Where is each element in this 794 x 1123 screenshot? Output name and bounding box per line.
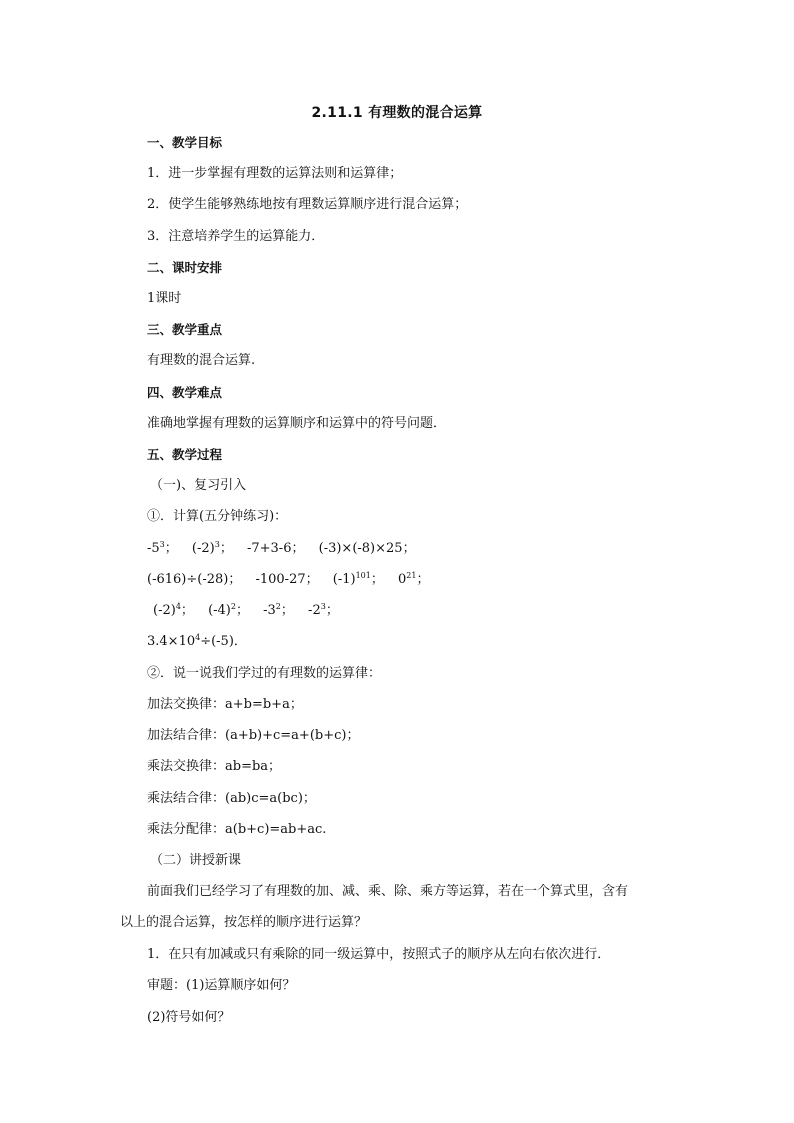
expr: (-616)÷(-28)； [147, 572, 242, 587]
law-item: 加法交换律：a+b=b+a； [147, 697, 303, 712]
expr: $(-2)^4$； [153, 602, 194, 618]
expr: $-3^2$； [263, 602, 294, 618]
expr-exponent: 4 [195, 633, 201, 642]
section-heading-process: 五、教学过程 [147, 447, 223, 462]
goal-item: 3．注意培养学生的运算能力． [147, 229, 325, 244]
expr-part: 3.4×10 [147, 634, 196, 649]
exercise-row [147, 571, 429, 589]
law-item: 乘法分配律：a(b+c)=ab+ac. [147, 822, 327, 837]
exercise-row [153, 602, 339, 620]
section-heading-goals: 一、教学目标 [147, 135, 223, 150]
expr: (-3)×(-8)×25； [318, 541, 416, 556]
exercise-row [147, 633, 247, 651]
rule-item: 1．在只有加减或只有乘除的同一级运算中，按照式子的顺序从左向右依次进行． [147, 947, 611, 962]
expr: -7+3-6； [246, 541, 305, 556]
class-hours: 1课时 [147, 291, 182, 306]
expr: $(-4)^2$； [208, 602, 249, 618]
new-lesson-paragraph: 前面我们已经学习了有理数的加、减、乘、除、乘方等运算，若在一个算式里，含有以上的混合运算，按怎样的顺序进行运算？ [120, 884, 629, 930]
key-point-text: 有理数的混合运算. [147, 353, 256, 368]
law-item: 乘法结合律：(ab)c=a(bc)； [147, 791, 316, 806]
section-heading-key-point: 三、教学重点 [147, 322, 223, 337]
expr: $(-1)^{101}$； [332, 571, 384, 587]
expr: -100-27； [255, 572, 319, 587]
exercise-prompt: ①．计算(五分钟练习)： [147, 509, 288, 524]
question-item: 审题：(1)运算顺序如何？ [147, 978, 296, 993]
law-item: 乘法交换律：ab=ba； [147, 759, 282, 774]
expr: $(-2)^3$； [191, 540, 233, 556]
goal-item: 1．进一步掌握有理数的运算法则和运算律； [147, 166, 403, 181]
exercise-row [147, 540, 416, 558]
new-lesson-heading: （二）讲授新课 [150, 853, 242, 868]
section-heading-difficulty: 四、教学难点 [147, 385, 223, 400]
expr: $0^{21}$； [398, 571, 430, 587]
section-heading-hours: 二、课时安排 [147, 260, 223, 275]
laws-prompt: ②．说一说我们学过的有理数的运算律： [147, 666, 382, 681]
review-heading: （一)、复习引入 [150, 478, 247, 493]
question-item: (2)符号如何？ [147, 1010, 231, 1025]
difficulty-text: 准确地掌握有理数的运算顺序和运算中的符号问题． [147, 416, 447, 431]
document-title: 2.11.1 有理数的混合运算 [311, 105, 483, 121]
expr: $-2^3$； [308, 602, 339, 618]
goal-item: 2．使学生能够熟练地按有理数运算顺序进行混合运算； [147, 197, 468, 212]
expr-part: ÷(-5)． [200, 634, 247, 649]
law-item: 加法结合律：(a+b)+c=a+(b+c)； [147, 728, 360, 743]
expr: $-5^3$； [147, 540, 178, 556]
